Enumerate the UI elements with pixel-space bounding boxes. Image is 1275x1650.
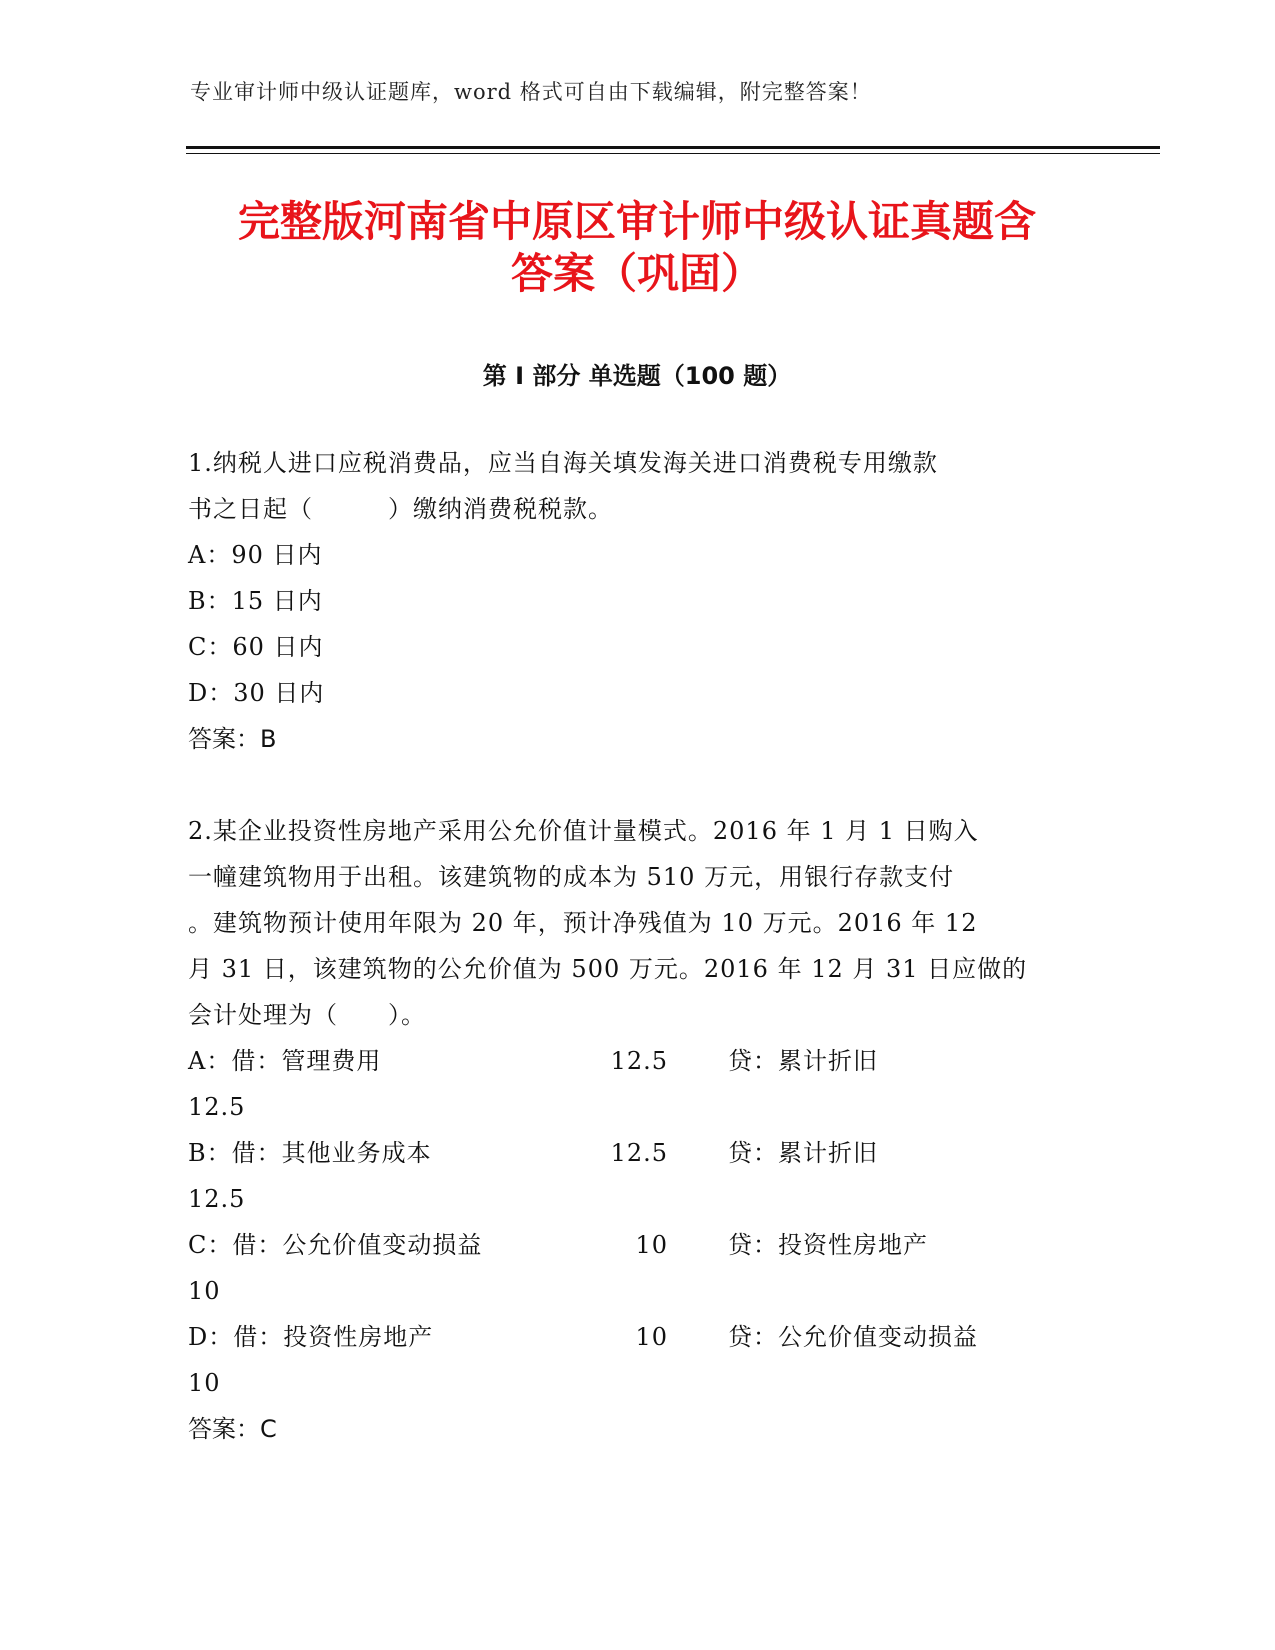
header-rule-thick bbox=[186, 146, 1160, 149]
question-1-stem-line-2: 书之日起（ ）缴纳消费税税款。 bbox=[188, 495, 613, 523]
question-1-stem-line-1: 1.纳税人进口应税消费品，应当自海关填发海关进口消费税专用缴款 bbox=[188, 449, 938, 477]
question-2 bbox=[188, 808, 1088, 1452]
option-c-credit-amount: 10 bbox=[188, 1277, 221, 1305]
option-d-credit-amount: 10 bbox=[188, 1369, 221, 1397]
question-2-answer: 答案：C bbox=[188, 1415, 277, 1443]
question-2-stem-line-3: 。建筑物预计使用年限为 20 年，预计净残值为 10 万元。2016 年 12 bbox=[188, 909, 978, 937]
option-b-credit-amount: 12.5 bbox=[188, 1185, 246, 1213]
option-a-amount: 12.5 bbox=[610, 1047, 668, 1075]
header-rule-thin bbox=[186, 153, 1160, 154]
option-d-credit: 贷：公允价值变动损益 bbox=[728, 1323, 978, 1351]
question-2-stem-line-2: 一幢建筑物用于出租。该建筑物的成本为 510 万元，用银行存款支付 bbox=[188, 863, 955, 891]
question-2-option-a bbox=[188, 1038, 1088, 1084]
question-1-option-d: D：30 日内 bbox=[188, 679, 325, 707]
document-title bbox=[186, 196, 1088, 300]
option-c-credit: 贷：投资性房地产 bbox=[728, 1231, 928, 1259]
document-title-line-1: 完整版河南省中原区审计师中级认证真题含 bbox=[237, 197, 1036, 246]
question-1-option-b: B：15 日内 bbox=[188, 587, 323, 615]
question-2-option-c bbox=[188, 1222, 1088, 1268]
question-1-option-a: A：90 日内 bbox=[188, 541, 323, 569]
option-c-amount: 10 bbox=[635, 1231, 668, 1259]
question-2-stem-line-5: 会计处理为（ ）。 bbox=[188, 1001, 426, 1029]
option-a-credit-amount: 12.5 bbox=[188, 1093, 246, 1121]
option-a-credit: 贷：累计折旧 bbox=[728, 1047, 878, 1075]
question-2-option-b bbox=[188, 1130, 1088, 1176]
question-2-option-d bbox=[188, 1314, 1088, 1360]
question-1-answer: 答案：B bbox=[188, 725, 277, 753]
question-1 bbox=[188, 440, 1088, 762]
option-b-amount: 12.5 bbox=[610, 1139, 668, 1167]
option-a-debit: A：借：管理费用 bbox=[188, 1047, 382, 1075]
header-note: 专业审计师中级认证题库，word 格式可自由下载编辑，附完整答案！ bbox=[190, 80, 872, 104]
question-2-stem-line-1: 2.某企业投资性房地产采用公允价值计量模式。2016 年 1 月 1 日购入 bbox=[188, 817, 979, 845]
question-2-stem-line-4: 月 31 日，该建筑物的公允价值为 500 万元。2016 年 12 月 31 日应做的 bbox=[188, 955, 1028, 983]
section-heading: 第 I 部分 单选题（100 题） bbox=[482, 362, 792, 390]
option-b-debit: B：借：其他业务成本 bbox=[188, 1139, 432, 1167]
option-d-amount: 10 bbox=[635, 1323, 668, 1351]
question-1-option-c: C：60 日内 bbox=[188, 633, 324, 661]
option-c-debit: C：借：公允价值变动损益 bbox=[188, 1231, 483, 1259]
option-b-credit: 贷：累计折旧 bbox=[728, 1139, 878, 1167]
option-d-debit: D：借：投资性房地产 bbox=[188, 1323, 434, 1351]
document-title-line-2: 答案（巩固） bbox=[510, 249, 763, 298]
